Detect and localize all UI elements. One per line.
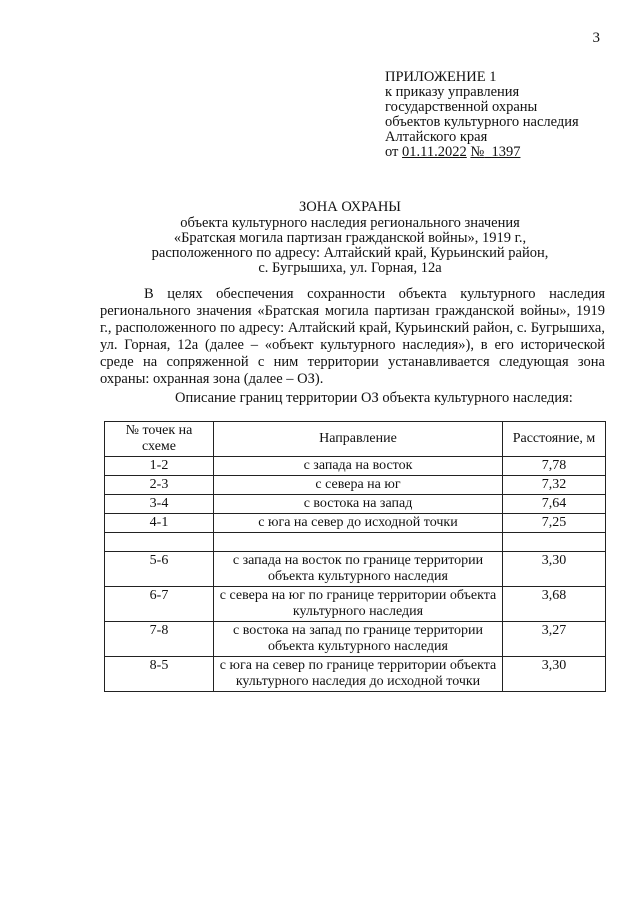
cell-points: 4-1 bbox=[105, 514, 214, 533]
cell-distance: 3,68 bbox=[503, 587, 606, 622]
cell-distance: 3,27 bbox=[503, 622, 606, 657]
header-direction: Направление bbox=[214, 422, 503, 457]
cell-distance: 3,30 bbox=[503, 657, 606, 692]
cell-points: 6-7 bbox=[105, 587, 214, 622]
table-row bbox=[105, 514, 606, 533]
body-text bbox=[100, 286, 605, 388]
cell-direction: с востока на запад по границе территории объекта культурного наследия bbox=[214, 622, 503, 657]
cell-points: 2-3 bbox=[105, 476, 214, 495]
page-number: 3 bbox=[592, 30, 600, 46]
appendix-line: ПРИЛОЖЕНИЕ 1 bbox=[385, 69, 497, 85]
cell-direction: с запада на восток по границе территории объекта культурного наследия bbox=[214, 552, 503, 587]
title-line: с. Бугрышиха, ул. Горная, 12а bbox=[258, 260, 442, 276]
cell-distance: 7,25 bbox=[503, 514, 606, 533]
appendix-header bbox=[385, 70, 625, 160]
table-row-empty bbox=[105, 533, 606, 552]
cell-distance: 3,30 bbox=[503, 552, 606, 587]
table-row bbox=[105, 657, 606, 692]
cell-direction: с севера на юг по границе территории объекта культурного наследия bbox=[214, 587, 503, 622]
header-points: № точек на схеме bbox=[105, 422, 214, 457]
title-line: «Братская могила партизан гражданской войны», 1919 г., bbox=[173, 230, 527, 246]
cell-direction: с юга на север до исходной точки bbox=[214, 514, 503, 533]
table-header-row bbox=[105, 422, 606, 457]
title-line: объекта культурного наследия регионального значения bbox=[180, 215, 520, 231]
table-row bbox=[105, 457, 606, 476]
cell-points: 1-2 bbox=[105, 457, 214, 476]
borders-table bbox=[104, 421, 606, 692]
appendix-line: Алтайского края bbox=[385, 129, 488, 145]
cell-direction: с юга на север по границе территории объекта культурного наследия до исходной точки bbox=[214, 657, 503, 692]
order-number: 1397 bbox=[491, 144, 521, 160]
order-line bbox=[385, 145, 625, 160]
cell-empty bbox=[105, 533, 214, 552]
body-paragraph: В целях обеспечения сохранности объекта культурного наследия регионального значения «Братская могила партизан гражданской войны», 1919 г., расположенного по адресу: Алтайский край, Курьинский район, с. Бугрышиха, ул. Горная, 12а (далее – «объект культурного наследия»), в его исторической среде на сопряженной с ним территории устанавливается следующая зона охраны: охранная зона (далее – ОЗ). bbox=[100, 286, 605, 387]
cell-distance: 7,64 bbox=[503, 495, 606, 514]
cell-direction: с востока на запад bbox=[214, 495, 503, 514]
cell-empty bbox=[214, 533, 503, 552]
header-distance: Расстояние, м bbox=[503, 422, 606, 457]
title-line: расположенного по адресу: Алтайский край, Курьинский район, bbox=[151, 245, 549, 261]
order-date: 01.11.2022 bbox=[402, 144, 467, 160]
cell-points: 5-6 bbox=[105, 552, 214, 587]
cell-distance: 7,32 bbox=[503, 476, 606, 495]
table-row bbox=[105, 587, 606, 622]
cell-points: 8-5 bbox=[105, 657, 214, 692]
appendix-line: государственной охраны bbox=[385, 99, 538, 115]
cell-direction: с запада на восток bbox=[214, 457, 503, 476]
cell-points: 7-8 bbox=[105, 622, 214, 657]
table-row bbox=[105, 552, 606, 587]
appendix-line: к приказу управления bbox=[385, 84, 520, 100]
order-prefix: от bbox=[385, 144, 399, 160]
table-row bbox=[105, 622, 606, 657]
table-caption: Описание границ территории ОЗ объекта культурного наследия: bbox=[175, 390, 573, 406]
cell-empty bbox=[503, 533, 606, 552]
order-number-label: № bbox=[470, 144, 485, 160]
appendix-line: объектов культурного наследия bbox=[385, 114, 579, 130]
zone-heading: ЗОНА ОХРАНЫ bbox=[299, 199, 401, 215]
cell-distance: 7,78 bbox=[503, 457, 606, 476]
cell-points: 3-4 bbox=[105, 495, 214, 514]
table-row bbox=[105, 495, 606, 514]
table-row bbox=[105, 476, 606, 495]
cell-direction: с севера на юг bbox=[214, 476, 503, 495]
document-title bbox=[100, 200, 600, 276]
